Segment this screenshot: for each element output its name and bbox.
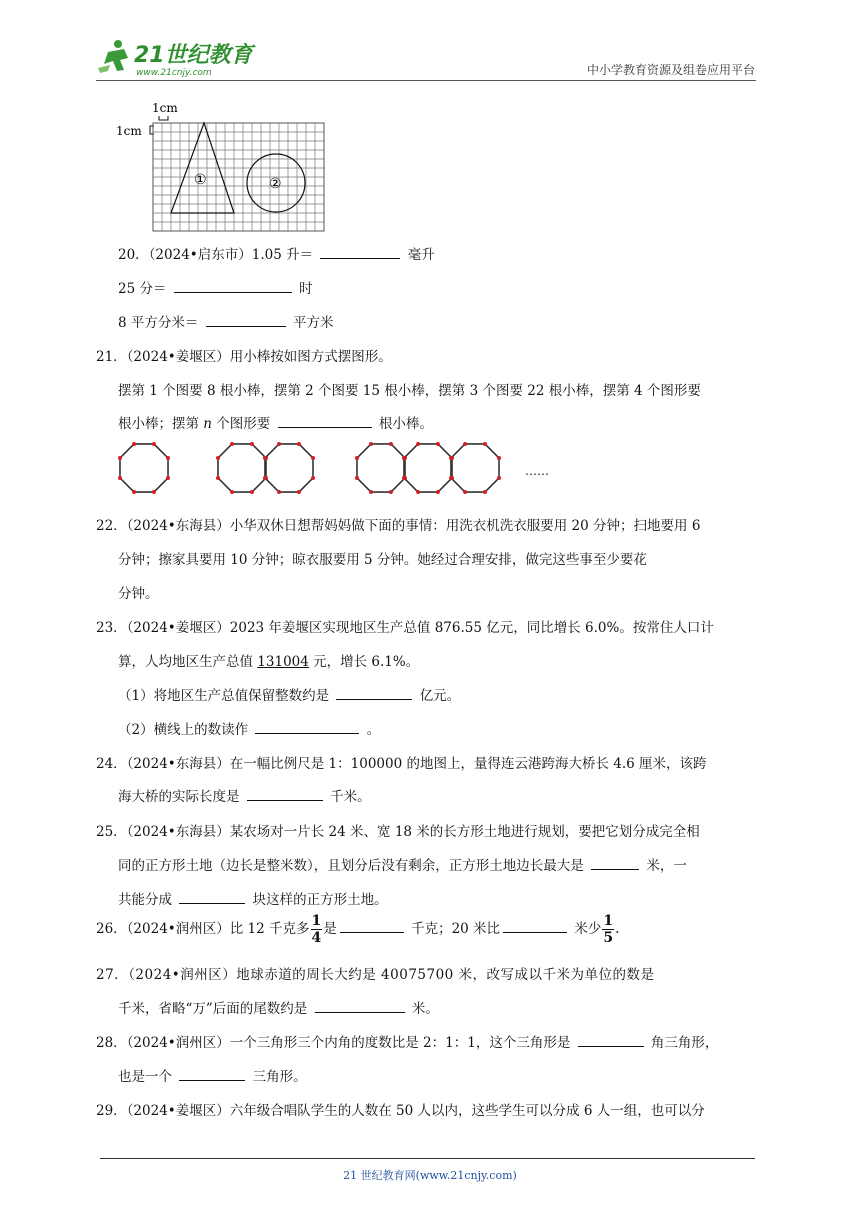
q28-blank-1[interactable] bbox=[578, 1034, 644, 1047]
octagon-2 bbox=[218, 444, 266, 492]
vertex-dot bbox=[369, 442, 373, 446]
q21-line3: 根小棒；摆第 n 个图形要 根小棒。 bbox=[118, 416, 433, 432]
q23-number: 23． bbox=[96, 620, 127, 636]
vertex-dot bbox=[216, 476, 220, 480]
q24-number: 24． bbox=[96, 756, 127, 772]
vertex-dot bbox=[216, 456, 220, 460]
q20-blank-1[interactable] bbox=[320, 246, 400, 259]
vertex-dot bbox=[166, 456, 170, 460]
q25-line1: 25．（2024•东海县）某农场对一片长 24 米、宽 18 米的长方形土地进行规划，要把它划分成完全相 bbox=[96, 824, 700, 840]
q22-source: （2024•东海县） bbox=[126, 518, 230, 534]
vertex-dot bbox=[152, 490, 156, 494]
q21-blank-1[interactable] bbox=[278, 415, 372, 428]
q28-number: 28． bbox=[96, 1035, 127, 1051]
q27-line2: 千米，省略“万”后面的尾数约是 米。 bbox=[118, 1001, 439, 1017]
vertex-dot bbox=[263, 476, 267, 480]
vertex-dot bbox=[497, 476, 501, 480]
q20-blank-2[interactable] bbox=[174, 280, 292, 293]
q28-source: （2024•润州区） bbox=[126, 1035, 230, 1051]
shape1-label: ① bbox=[194, 172, 207, 188]
vertex-dot bbox=[118, 476, 122, 480]
q23-underlined-number: 131004 bbox=[257, 654, 309, 670]
q24-source: （2024•东海县） bbox=[126, 756, 230, 772]
vertex-dot bbox=[483, 442, 487, 446]
header-divider bbox=[96, 80, 756, 81]
q27-line1: 27．（2024•润州区）地球赤道的周长大约是 40075700 米，改写成以千米为单位的数是 bbox=[96, 967, 655, 983]
vertex-dot bbox=[250, 490, 254, 494]
vertex-dot bbox=[416, 442, 420, 446]
shape2-label: ② bbox=[269, 176, 282, 192]
q20-blank-3[interactable] bbox=[206, 314, 286, 327]
logo-text: 21世纪教育 bbox=[134, 43, 253, 68]
q26-blank-2[interactable] bbox=[503, 920, 567, 933]
q26-line: 26．（2024•润州区）比 12 千克多 $\frac{1}{4}$ 是 千克；20 米比 米少 $\frac{1}{5}$ . bbox=[96, 913, 620, 946]
q21-line1: 21．（2024•姜堰区）用小棒按如图方式摆图形。 bbox=[96, 349, 392, 365]
vertex-dot bbox=[355, 456, 359, 460]
vertex-dot bbox=[263, 456, 267, 460]
octagon-6 bbox=[451, 444, 499, 492]
octagon-1 bbox=[120, 444, 168, 492]
footer-divider bbox=[100, 1158, 755, 1159]
q20-line3: 8 平方分米＝ 平方米 bbox=[118, 315, 334, 331]
grid-figure bbox=[116, 98, 331, 233]
q22-number: 22． bbox=[96, 518, 127, 534]
q24-blank-1[interactable] bbox=[247, 788, 323, 801]
label-top-1cm: 1cm bbox=[152, 101, 178, 115]
q25-blank-1[interactable] bbox=[591, 857, 639, 870]
q24-line2: 海大桥的实际长度是 千米。 bbox=[118, 789, 371, 805]
q29-number: 29． bbox=[96, 1103, 127, 1119]
q25-line2: 同的正方形土地（边长是整米数），且划分后没有剩余，正方形土地边长最大是 米，一 bbox=[118, 858, 687, 874]
q29-source: （2024•姜堰区） bbox=[126, 1103, 230, 1119]
octagon-4 bbox=[357, 444, 405, 492]
footer-site-link[interactable]: 21 世纪教育网(www.21cnjy.com) bbox=[343, 1169, 517, 1182]
q22-line1: 22．（2024•东海县）小华双休日想帮妈妈做下面的事情：用洗衣机洗衣服要用 20 分钟；扫地要用 6 bbox=[96, 518, 701, 534]
q20-source: （2024•启东市） bbox=[148, 247, 252, 263]
q23-blank-2[interactable] bbox=[255, 721, 359, 734]
vertex-dot bbox=[132, 442, 136, 446]
octagon-figure bbox=[112, 440, 562, 496]
q23-line2: 算，人均地区生产总值 131004 元，增长 6.1%。 bbox=[118, 654, 420, 670]
vertex-dot bbox=[355, 476, 359, 480]
q21-line2: 摆第 1 个图要 8 根小棒，摆第 2 个图要 15 根小棒，摆第 3 个图要 22 根小棒，摆第 4 个图形要 bbox=[118, 383, 701, 399]
vertex-dot bbox=[152, 442, 156, 446]
q23-sub1: （1）将地区生产总值保留整数约是 亿元。 bbox=[118, 688, 461, 704]
q23-blank-1[interactable] bbox=[336, 687, 412, 700]
q26-number: 26． bbox=[96, 921, 127, 937]
vertex-dot bbox=[483, 490, 487, 494]
vertex-dot bbox=[463, 490, 467, 494]
q25-line3: 共能分成 块这样的正方形土地。 bbox=[118, 892, 388, 908]
q26-fraction-2: $\frac{1}{5}$ bbox=[603, 913, 614, 946]
vertex-dot bbox=[230, 442, 234, 446]
vertex-dot bbox=[402, 456, 406, 460]
q28-line2: 也是一个 三角形。 bbox=[118, 1069, 307, 1085]
q27-source: （2024•润州区） bbox=[128, 967, 237, 983]
vertex-dot bbox=[402, 476, 406, 480]
vertex-dot bbox=[389, 442, 393, 446]
q23-source: （2024•姜堰区） bbox=[126, 620, 230, 636]
q21-ellipsis: …… bbox=[525, 464, 549, 478]
q22-line2: 分钟；擦家具要用 10 分钟；晾衣服要用 5 分钟。她经过合理安排，做完这些事至少要花 bbox=[118, 552, 647, 568]
q20-line2: 25 分＝ 时 bbox=[118, 281, 313, 297]
q27-number: 27． bbox=[96, 967, 129, 983]
q20-line1: 20．（2024•启东市）1.05 升＝ 毫升 bbox=[118, 247, 435, 263]
q25-source: （2024•东海县） bbox=[126, 824, 230, 840]
q26-fraction-1: $\frac{1}{4}$ bbox=[311, 913, 322, 946]
vertex-dot bbox=[463, 442, 467, 446]
vertex-dot bbox=[436, 442, 440, 446]
q21-source: （2024•姜堰区） bbox=[126, 349, 230, 365]
vertex-dot bbox=[436, 490, 440, 494]
vertex-dot bbox=[369, 490, 373, 494]
vertex-dot bbox=[449, 476, 453, 480]
vertex-dot bbox=[416, 490, 420, 494]
vertex-dot bbox=[118, 456, 122, 460]
vertex-dot bbox=[389, 490, 393, 494]
vertex-dot bbox=[166, 476, 170, 480]
vertex-dot bbox=[297, 442, 301, 446]
vertex-dot bbox=[449, 456, 453, 460]
q23-line1: 23．（2024•姜堰区）2023 年姜堰区实现地区生产总值 876.55 亿元，同比增长 6.0%。按常住人口计 bbox=[96, 620, 714, 636]
q28-line1: 28．（2024•润州区）一个三角形三个内角的度数比是 2：1：1，这个三角形是 角三角形， bbox=[96, 1035, 719, 1051]
q20-number: 20． bbox=[118, 247, 149, 263]
q28-blank-2[interactable] bbox=[179, 1068, 245, 1081]
vertex-dot bbox=[230, 490, 234, 494]
label-left-1cm: 1cm bbox=[116, 124, 142, 138]
q27-blank-1[interactable] bbox=[315, 1000, 405, 1013]
q26-source: （2024•润州区） bbox=[126, 921, 230, 937]
site-logo bbox=[98, 38, 258, 80]
octagon-5 bbox=[404, 444, 452, 492]
vertex-dot bbox=[132, 490, 136, 494]
q21-number: 21． bbox=[96, 349, 127, 365]
logo-url: www.21cnjy.com bbox=[136, 68, 212, 78]
octagon-3 bbox=[265, 444, 313, 492]
q25-blank-2[interactable] bbox=[179, 891, 245, 904]
q25-number: 25． bbox=[96, 824, 127, 840]
vertex-dot bbox=[250, 442, 254, 446]
q24-line1: 24．（2024•东海县）在一幅比例尺是 1：100000 的地图上，量得连云港跨海大桥长 4.6 厘米，该跨 bbox=[96, 756, 707, 772]
vertex-dot bbox=[297, 490, 301, 494]
vertex-dot bbox=[277, 490, 281, 494]
vertex-dot bbox=[497, 456, 501, 460]
header-platform-name: 中小学教育资源及组卷应用平台 bbox=[586, 63, 755, 77]
q22-line3: 分钟。 bbox=[118, 586, 159, 602]
vertex-dot bbox=[311, 456, 315, 460]
q29-line1: 29．（2024•姜堰区）六年级合唱队学生的人数在 50 人以内，这些学生可以分成 6 人一组，也可以分 bbox=[96, 1103, 705, 1119]
q26-blank-1[interactable] bbox=[340, 920, 404, 933]
vertex-dot bbox=[311, 476, 315, 480]
vertex-dot bbox=[277, 442, 281, 446]
q23-sub2: （2）横线上的数读作 。 bbox=[118, 722, 381, 738]
